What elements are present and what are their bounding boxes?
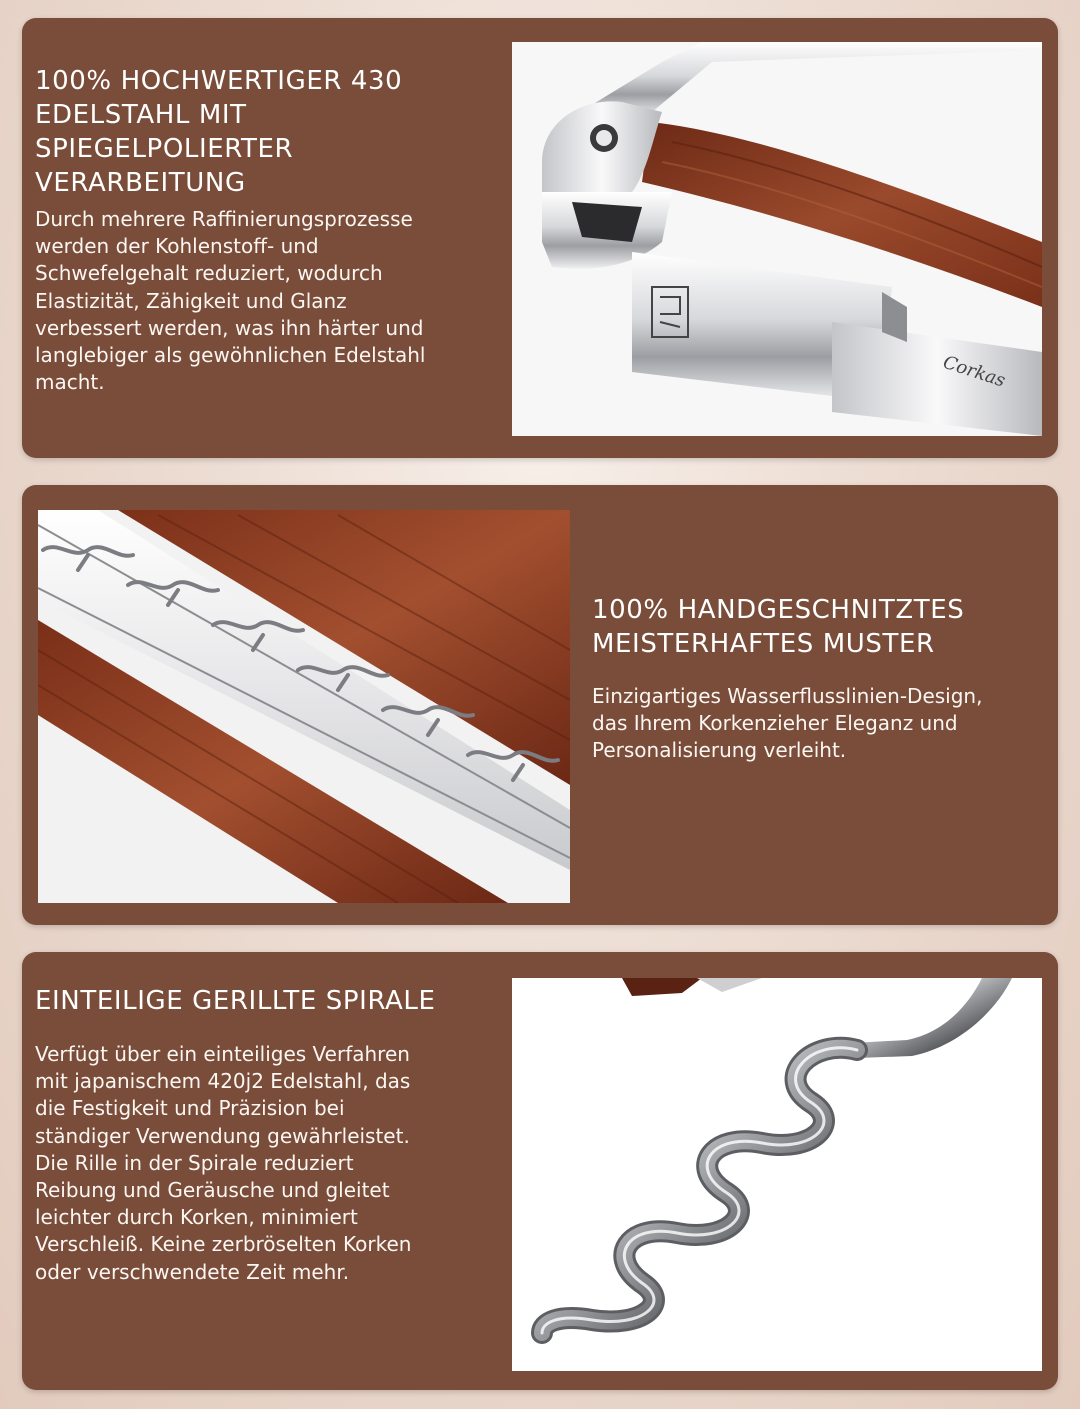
feature-panel-spiral — [22, 952, 1058, 1390]
product-photo-steel-hinge — [512, 42, 1042, 436]
body-line: macht. — [35, 370, 105, 395]
body-line: verbessert werden, was ihn härter und — [35, 315, 424, 340]
feature-heading-steel — [35, 64, 505, 200]
feature-panel-pattern — [22, 485, 1058, 925]
feature-panel-steel — [22, 18, 1058, 458]
feature-text-pattern — [592, 593, 1052, 765]
feature-heading-pattern — [592, 593, 1052, 661]
body-line: Elastizität, Zähigkeit und Glanz — [35, 288, 347, 313]
product-photo-engraved-pattern — [38, 510, 570, 903]
body-line: Schwefelgehalt reduziert, wodurch — [35, 261, 383, 286]
heading-line: 100% HANDGESCHNITZTES — [592, 595, 965, 625]
heading-line: EINTEILIGE GERILLTE SPIRALE — [35, 986, 436, 1016]
body-line: langlebiger als gewöhnlichen Edelstahl — [35, 343, 426, 368]
engraved-handle-illustration — [38, 510, 570, 903]
body-line: ständiger Verwendung gewährleistet. — [35, 1123, 410, 1148]
body-line: Verfügt über ein einteiliges Verfahren — [35, 1042, 410, 1066]
feature-description-steel — [35, 206, 505, 396]
brand-engraving: Corkas — [940, 351, 1008, 392]
feature-text-spiral — [35, 984, 505, 1286]
body-line: leichter durch Korken, minimiert — [35, 1205, 358, 1230]
body-line: das Ihrem Korkenzieher Eleganz und — [592, 711, 958, 736]
body-line: Die Rille in der Spirale reduziert — [35, 1150, 354, 1175]
corkscrew-hinge-illustration — [512, 42, 1042, 436]
body-line: Einzigartiges Wasserflusslinien-Design, — [592, 684, 983, 708]
product-photo-spiral-worm — [512, 978, 1042, 1371]
feature-description-spiral — [35, 1041, 505, 1286]
heading-line: SPIEGELPOLIERTER — [35, 134, 294, 164]
body-line: Reibung und Geräusche und gleitet — [35, 1178, 390, 1203]
body-line: Durch mehrere Raffinierungsprozesse — [35, 207, 413, 231]
feature-heading-spiral — [35, 984, 505, 1018]
feature-text-steel — [35, 64, 505, 396]
corkscrew-spiral-illustration — [512, 978, 1042, 1371]
heading-line: 100% HOCHWERTIGER 430 — [35, 66, 403, 96]
heading-line: EDELSTAHL MIT — [35, 100, 247, 130]
feature-description-pattern — [592, 683, 1052, 765]
body-line: Personalisierung verleiht. — [592, 738, 847, 763]
heading-line: VERARBEITUNG — [35, 168, 246, 198]
body-line: oder verschwendete Zeit mehr. — [35, 1259, 350, 1284]
body-line: Verschleiß. Keine zerbröselten Korken — [35, 1232, 412, 1257]
heading-line: MEISTERHAFTES MUSTER — [592, 629, 935, 659]
body-line: werden der Kohlenstoff- und — [35, 234, 319, 259]
body-line: die Festigkeit und Präzision bei — [35, 1096, 345, 1121]
body-line: mit japanischem 420j2 Edelstahl, das — [35, 1069, 411, 1094]
